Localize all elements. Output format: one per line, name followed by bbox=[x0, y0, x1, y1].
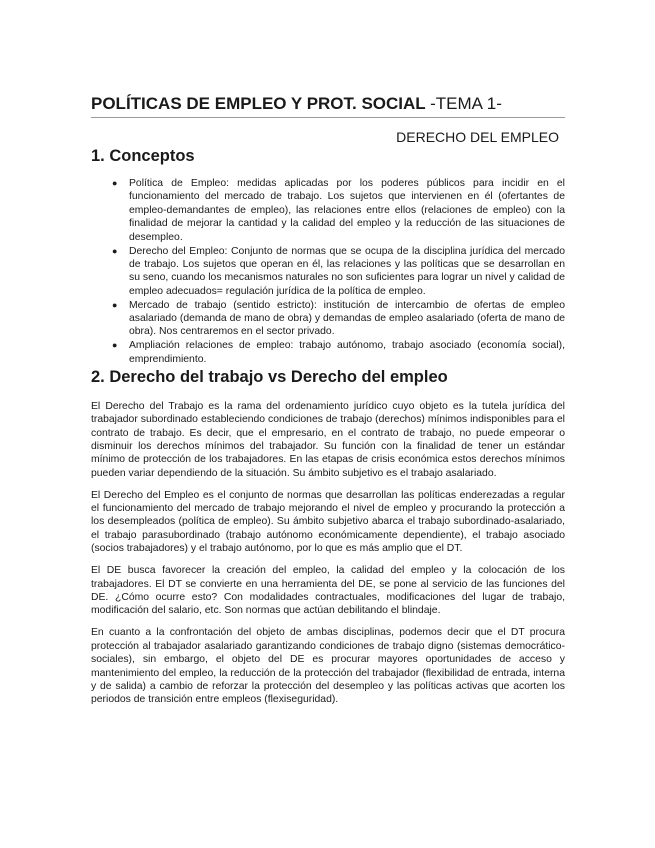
section-body bbox=[91, 400, 565, 707]
list-item-text: Política de Empleo: medidas aplicadas por los poderes públicos para incidir en el funcionamiento del mercado de trabajo. Los sujetos que intervienen en él (ofertantes de empleo-demandantes de empleo), las relaciones entre ellos (relaciones de empleo) con la finalidad de mejorar la cantidad y la calidad del empleo y la reducción de las situaciones de desempleo. bbox=[129, 178, 565, 243]
list-item bbox=[112, 339, 565, 366]
list-item bbox=[112, 177, 565, 244]
bullet-icon: ● bbox=[112, 299, 118, 310]
document-title-main: POLÍTICAS DE EMPLEO Y PROT. SOCIAL bbox=[91, 94, 431, 113]
bullet-icon: ● bbox=[112, 340, 118, 351]
paragraph: En cuanto a la confrontación del objeto de ambas disciplinas, podemos decir que el DT procura protección al trabajador asalariado garantizando condiciones de trabajo digno (sistemas democrático-sociales), sin embargo, el objeto del DE es procurar mayores oportunidades de acceso y mantenimiento del empleo, la reducción de la protección del trabajador (flexibilidad de entrada, interna y de salida) a cambio de reforzar la protección del desempleo y las políticas activas que acorten los periodos de transición entre empleos (flexiseguridad). bbox=[91, 627, 565, 706]
list-item bbox=[112, 245, 565, 299]
list-item-text: Derecho del Empleo: Conjunto de normas que se ocupa de la disciplina jurídica del mercado de trabajo. Los sujetos que operan en él, las relaciones y las políticas que se desarrollan en su seno, cuando los mecanismos naturales no son suficientes para lograr un nivel y calidad de empleo adecuados= regulación jurídica de la política de empleo. bbox=[129, 245, 565, 297]
document-title bbox=[91, 93, 565, 118]
bullet-icon: ● bbox=[112, 178, 118, 188]
concepts-list bbox=[91, 177, 565, 366]
bullet-icon: ● bbox=[112, 245, 118, 256]
paragraph: El DE busca favorecer la creación del empleo, la calidad del empleo y la colocación de los trabajadores. El DT se convierte en una herramienta del DE, se pone al servicio de las funciones del DE. ¿Cómo ocurre esto? Con modalidades contractuales, modificaciones del lugar de trabajo, modificación del salario, etc. Son normas que actúan debilitando el blindaje. bbox=[91, 565, 565, 617]
document-title-tema: -TEMA 1- bbox=[430, 94, 502, 113]
list-item-text: Ampliación relaciones de empleo: trabajo autónomo, trabajo asociado (economía social), emprendimiento. bbox=[129, 340, 565, 365]
section-heading-conceptos: 1. Conceptos bbox=[91, 147, 195, 165]
document-subtitle: DERECHO DEL EMPLEO bbox=[396, 129, 559, 145]
document-page bbox=[91, 93, 565, 715]
list-item bbox=[112, 299, 565, 339]
paragraph: El Derecho del Empleo es el conjunto de normas que desarrollan las políticas enderezadas a regular el funcionamiento del mercado de trabajo mejorando el nivel de empleo y procurando la protección a los desempleados (política de empleo). Su ámbito subjetivo abarca el trabajo subordinado-asalariado, el trabajo parasubordinado (trabajo autónomo económicamente dependiente), el trabajo asociado (socios trabajadores) y el trabajo autónomo, por lo que es más amplio que el DT. bbox=[91, 489, 565, 555]
list-item-text: Mercado de trabajo (sentido estricto): institución de intercambio de ofertas de empleo asalariado (demanda de mano de obra) y demandas de empleo asalariado (oferta de mano de obra). Nos centraremos en el sector privado. bbox=[129, 299, 565, 338]
paragraph: El Derecho del Trabajo es la rama del ordenamiento jurídico cuyo objeto es la tutela jurídica del trabajador subordinado estableciendo condiciones de trabajo (derechos) mínimos indisponibles para el contrato de trabajo. Es decir, que el empresario, en el contrato de trabajo, no puede empeorar o disminuir los derechos mínimos del trabajador. Su función con la finalidad de tener un estándar mínimo de protección de los trabajadores. En las etapas de crisis económica estos derechos mínimos pueden variar dependiendo de la situación. Su ámbito subjetivo es el trabajo asalariado. bbox=[91, 400, 565, 479]
section-heading-derecho: 2. Derecho del trabajo vs Derecho del empleo bbox=[91, 367, 448, 386]
